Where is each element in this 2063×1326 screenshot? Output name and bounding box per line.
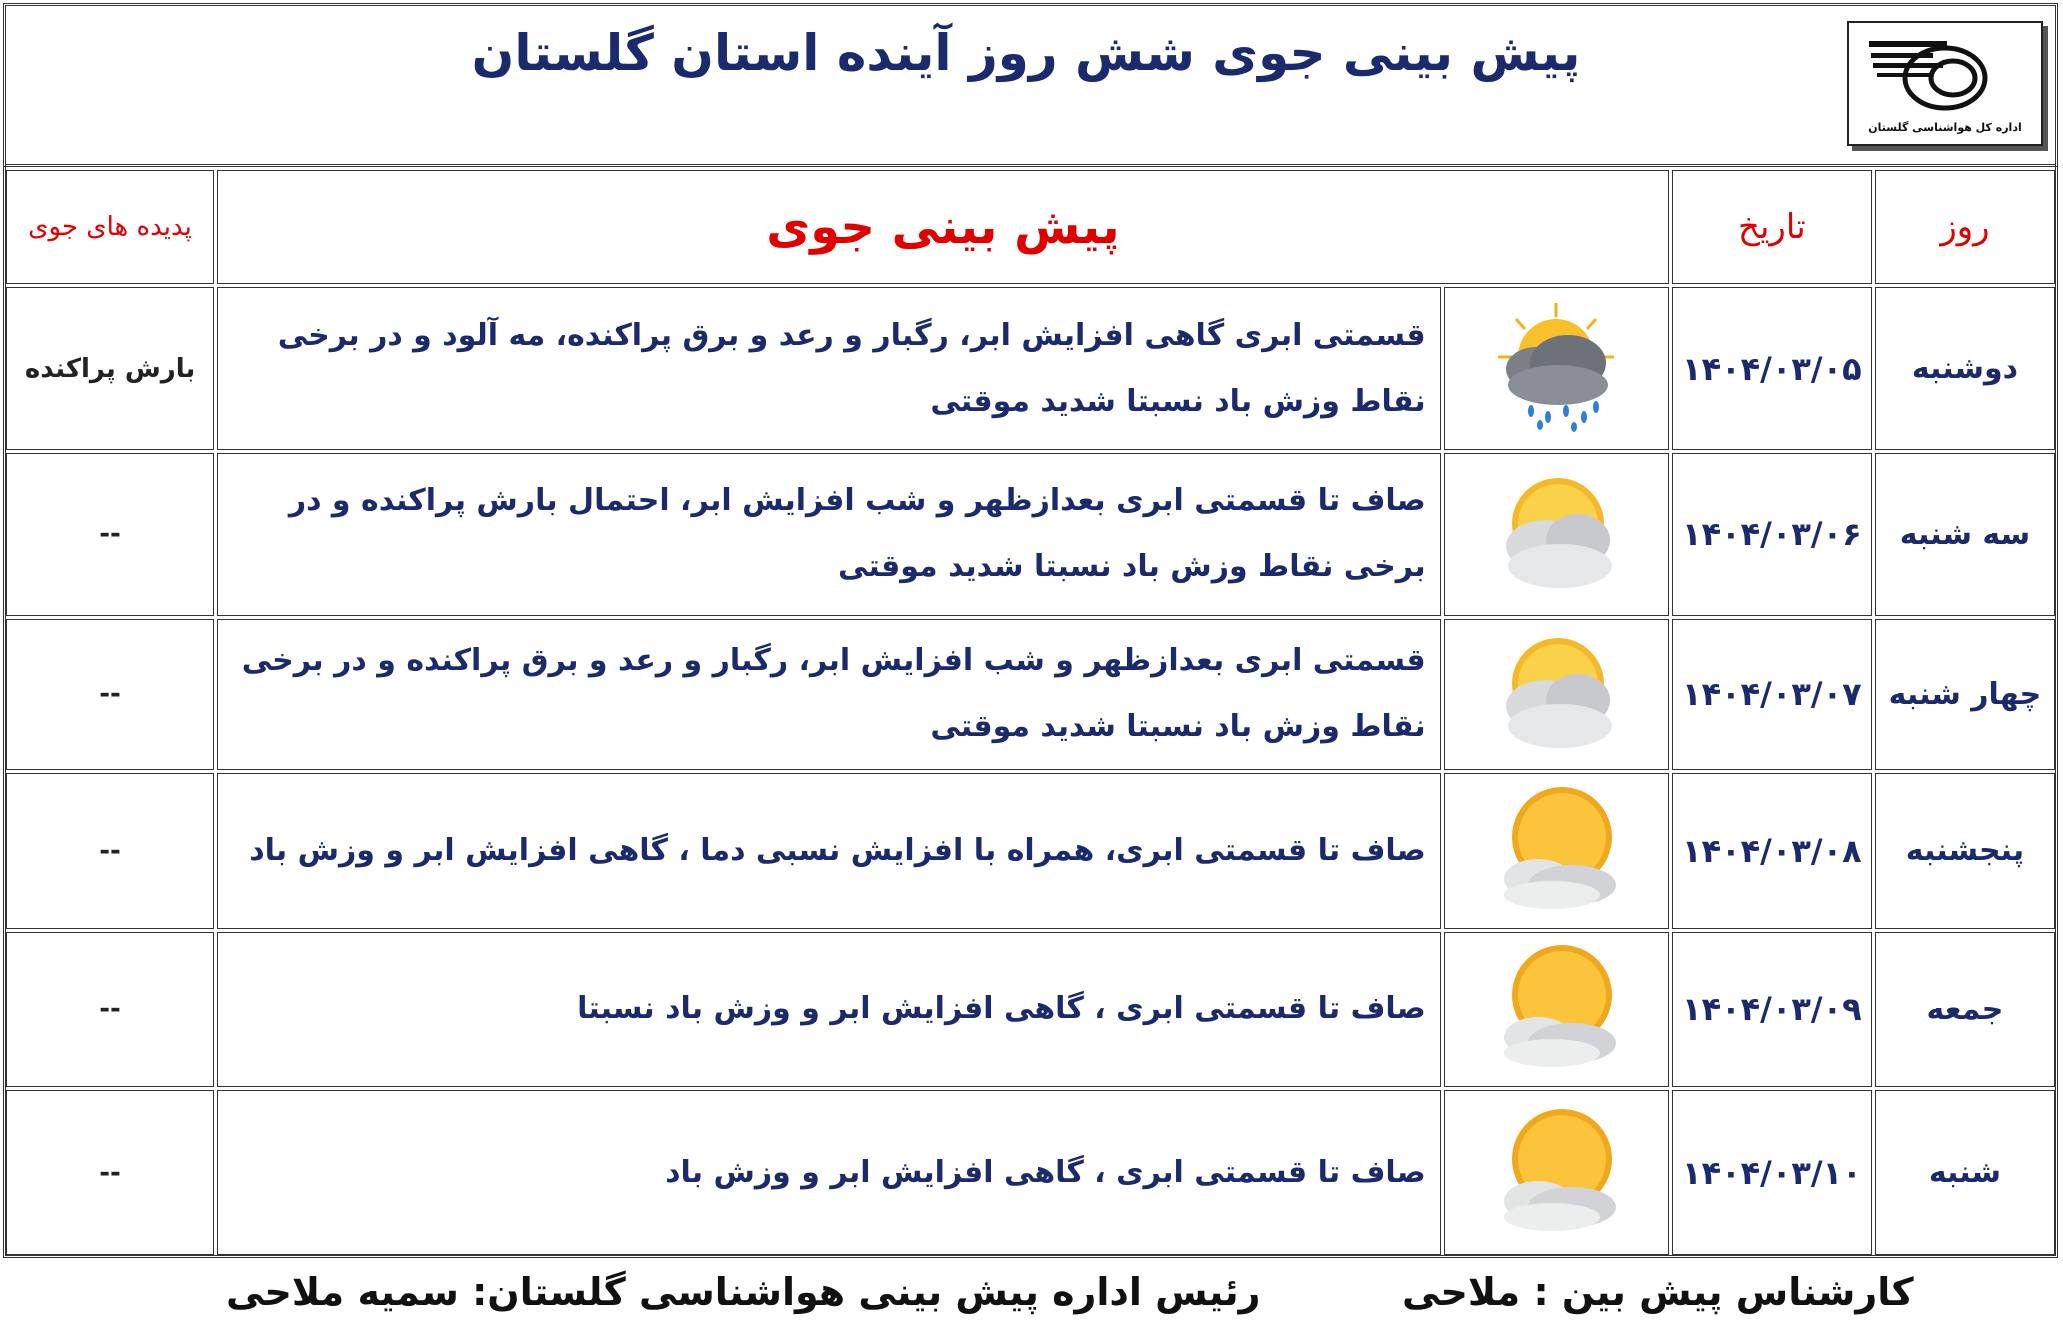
weather-icon-cell: [1444, 453, 1669, 616]
table-row: [6, 453, 2055, 616]
date-cell: ۱۴۰۴/۰۳/۰۵: [1672, 287, 1872, 450]
date-cell: ۱۴۰۴/۰۳/۰۷: [1672, 619, 1872, 771]
page-header: [3, 3, 2058, 167]
forecast-text: صاف تا قسمتی ابری ، گاهی افزایش ابر و وزش باد نسبتا: [217, 932, 1441, 1088]
table-row: [6, 1090, 2055, 1255]
phenomena-cell: بارش پراکنده: [6, 287, 214, 450]
day-cell: شنبه: [1875, 1090, 2055, 1255]
phenomena-cell: --: [6, 619, 214, 771]
header-date: تاریخ: [1672, 170, 1872, 284]
table-row: [6, 287, 2055, 450]
forecast-text: صاف تا قسمتی ابری ، گاهی افزایش ابر و وزش باد: [217, 1090, 1441, 1255]
day-cell: پنجشنبه: [1875, 773, 2055, 929]
organization-logo: [1847, 21, 2043, 146]
weather-icon-cell: [1444, 773, 1669, 929]
table-row: [6, 619, 2055, 771]
phenomena-cell: --: [6, 453, 214, 616]
phenomena-cell: --: [6, 1090, 214, 1255]
logo-caption: اداره کل هواشناسی گلستان: [1868, 121, 2022, 134]
header-day: روز: [1875, 170, 2055, 284]
header-phenomena: پدیده های جوی: [6, 170, 214, 284]
partly-cloudy-icon: [1486, 622, 1626, 762]
date-cell: ۱۴۰۴/۰۳/۰۶: [1672, 453, 1872, 616]
forecast-text: صاف تا قسمتی ابری، همراه با افزایش نسبی دما ، گاهی افزایش ابر و وزش باد: [217, 773, 1441, 929]
weather-icon-cell: [1444, 932, 1669, 1088]
day-cell: سه شنبه: [1875, 453, 2055, 616]
phenomena-cell: --: [6, 932, 214, 1088]
table-row: [6, 773, 2055, 929]
phenomena-cell: --: [6, 773, 214, 929]
page-title: پیش بینی جوی شش روز آینده استان گلستان: [471, 24, 1581, 82]
sun-behind-cloud-icon: [1486, 779, 1626, 919]
footer-forecaster: کارشناس پیش بین : ملاحی: [1402, 1270, 1914, 1314]
forecast-text: قسمتی ابری بعدازظهر و شب افزایش ابر، رگبار و رعد و برق پراکنده و در برخی نقاط وزش باد نسبتا شدید موقتی: [217, 619, 1441, 771]
date-cell: ۱۴۰۴/۰۳/۰۹: [1672, 932, 1872, 1088]
date-cell: ۱۴۰۴/۰۳/۱۰: [1672, 1090, 1872, 1255]
forecast-text: صاف تا قسمتی ابری بعدازظهر و شب افزایش ابر، احتمال بارش پراکنده و در برخی نقاط وزش باد نسبتا شدید موقتی: [217, 453, 1441, 616]
table-header-row: [6, 170, 2055, 284]
sun-behind-cloud-icon: [1486, 937, 1626, 1077]
date-cell: ۱۴۰۴/۰۳/۰۸: [1672, 773, 1872, 929]
day-cell: چهار شنبه: [1875, 619, 2055, 771]
weather-icon-cell: [1444, 1090, 1669, 1255]
weather-icon-cell: [1444, 287, 1669, 450]
weather-icon-cell: [1444, 619, 1669, 771]
day-cell: دوشنبه: [1875, 287, 2055, 450]
sun-behind-cloud-icon: [1486, 1101, 1626, 1241]
header-forecast: پیش بینی جوی: [217, 170, 1669, 284]
table-row: [6, 932, 2055, 1088]
forecast-table: [3, 167, 2058, 1258]
day-cell: جمعه: [1875, 932, 2055, 1088]
footer-head-of-forecasting: رئیس اداره پیش بینی هواشناسی گلستان: سمیه ملاحی: [226, 1270, 1261, 1314]
forecast-text: قسمتی ابری گاهی افزایش ابر، رگبار و رعد و برق پراکنده، مه آلود و در برخی نقاط وزش باد نسبتا شدید موقتی: [217, 287, 1441, 450]
partly-cloudy-icon: [1486, 462, 1626, 602]
rain-cloud-sun-icon: [1486, 297, 1626, 437]
